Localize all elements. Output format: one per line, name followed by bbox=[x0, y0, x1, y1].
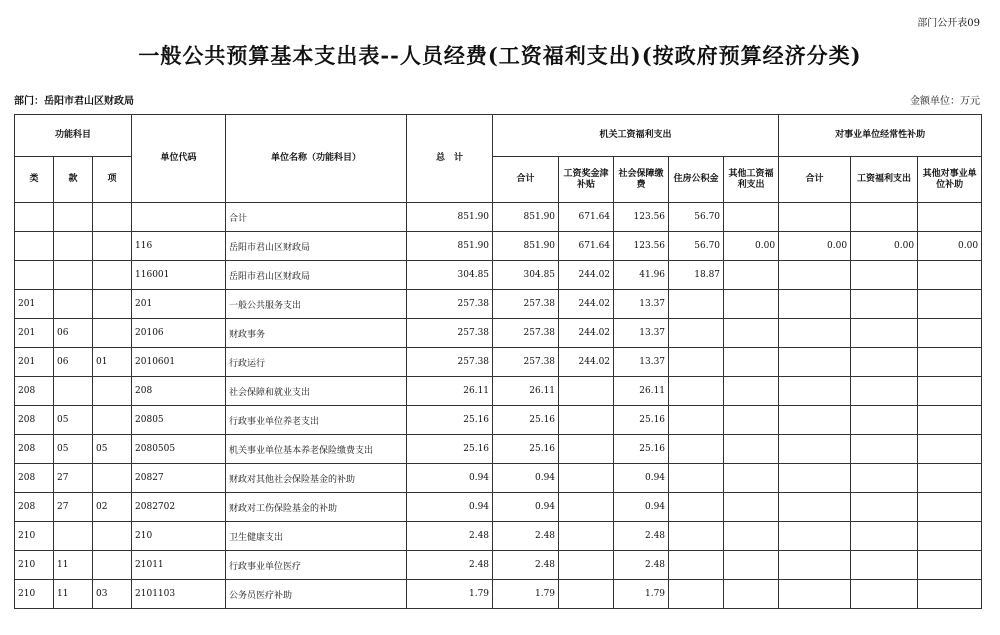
cell-j-other bbox=[724, 406, 779, 435]
cell-s-welfare bbox=[851, 290, 918, 319]
cell-j-social: 0.94 bbox=[614, 493, 669, 522]
cell-s-welfare bbox=[851, 493, 918, 522]
cell-lei bbox=[15, 232, 54, 261]
cell-code: 2080505 bbox=[132, 435, 226, 464]
cell-j-other bbox=[724, 319, 779, 348]
cell-j-other bbox=[724, 261, 779, 290]
cell-j-salary: 244.02 bbox=[559, 348, 614, 377]
form-number: 部门公开表09 bbox=[917, 18, 980, 29]
cell-xiang bbox=[93, 464, 132, 493]
cell-total: 257.38 bbox=[407, 290, 493, 319]
cell-j-social: 2.48 bbox=[614, 551, 669, 580]
cell-total: 851.90 bbox=[407, 232, 493, 261]
cell-j-salary: 244.02 bbox=[559, 319, 614, 348]
cell-xiang bbox=[93, 551, 132, 580]
cell-j-housing bbox=[669, 319, 724, 348]
table-row bbox=[15, 551, 982, 580]
cell-s-welfare bbox=[851, 377, 918, 406]
cell-kuan: 05 bbox=[54, 435, 93, 464]
cell-s-subtotal bbox=[779, 377, 851, 406]
cell-code: 201 bbox=[132, 290, 226, 319]
cell-s-other bbox=[918, 261, 982, 290]
cell-j-salary: 244.02 bbox=[559, 261, 614, 290]
cell-s-subtotal bbox=[779, 464, 851, 493]
table-header bbox=[15, 115, 982, 203]
cell-name: 一般公共服务支出 bbox=[226, 290, 407, 319]
cell-kuan bbox=[54, 203, 93, 232]
cell-j-salary bbox=[559, 464, 614, 493]
cell-j-salary bbox=[559, 522, 614, 551]
cell-code: 20106 bbox=[132, 319, 226, 348]
cell-s-subtotal bbox=[779, 348, 851, 377]
cell-name: 公务员医疗补助 bbox=[226, 580, 407, 609]
cell-xiang: 02 bbox=[93, 493, 132, 522]
cell-kuan bbox=[54, 522, 93, 551]
cell-j-subtotal: 0.94 bbox=[493, 493, 559, 522]
cell-name: 行政事业单位养老支出 bbox=[226, 406, 407, 435]
cell-j-social: 25.16 bbox=[614, 435, 669, 464]
cell-name: 财政对工伤保险基金的补助 bbox=[226, 493, 407, 522]
cell-j-subtotal: 25.16 bbox=[493, 406, 559, 435]
cell-xiang bbox=[93, 203, 132, 232]
cell-j-housing: 56.70 bbox=[669, 232, 724, 261]
cell-s-welfare bbox=[851, 261, 918, 290]
cell-j-housing bbox=[669, 348, 724, 377]
cell-j-housing bbox=[669, 377, 724, 406]
cell-s-welfare bbox=[851, 435, 918, 464]
cell-name: 社会保障和就业支出 bbox=[226, 377, 407, 406]
cell-total: 26.11 bbox=[407, 377, 493, 406]
cell-total: 257.38 bbox=[407, 348, 493, 377]
cell-j-salary: 671.64 bbox=[559, 203, 614, 232]
cell-code: 2010601 bbox=[132, 348, 226, 377]
table-row bbox=[15, 580, 982, 609]
table-row bbox=[15, 493, 982, 522]
table-row bbox=[15, 348, 982, 377]
cell-xiang bbox=[93, 406, 132, 435]
cell-s-other bbox=[918, 580, 982, 609]
cell-kuan bbox=[54, 290, 93, 319]
header-s-welfare: 工资福利支出 bbox=[851, 157, 918, 203]
cell-j-other bbox=[724, 377, 779, 406]
cell-s-welfare bbox=[851, 522, 918, 551]
table-row bbox=[15, 290, 982, 319]
cell-j-salary bbox=[559, 493, 614, 522]
cell-j-housing bbox=[669, 464, 724, 493]
cell-j-subtotal: 257.38 bbox=[493, 319, 559, 348]
cell-j-housing bbox=[669, 493, 724, 522]
page-title: 一般公共预算基本支出表--人员经费(工资福利支出)(按政府预算经济分类) bbox=[138, 43, 862, 68]
cell-s-subtotal bbox=[779, 406, 851, 435]
cell-s-other bbox=[918, 551, 982, 580]
cell-kuan: 05 bbox=[54, 406, 93, 435]
cell-lei: 208 bbox=[15, 435, 54, 464]
cell-s-other bbox=[918, 406, 982, 435]
cell-kuan: 27 bbox=[54, 464, 93, 493]
cell-s-other bbox=[918, 493, 982, 522]
cell-lei: 208 bbox=[15, 377, 54, 406]
cell-xiang bbox=[93, 522, 132, 551]
cell-code: 208 bbox=[132, 377, 226, 406]
cell-s-welfare bbox=[851, 348, 918, 377]
cell-total: 1.79 bbox=[407, 580, 493, 609]
cell-code: 210 bbox=[132, 522, 226, 551]
cell-j-other bbox=[724, 551, 779, 580]
cell-total: 0.94 bbox=[407, 493, 493, 522]
cell-j-other bbox=[724, 580, 779, 609]
cell-j-social: 123.56 bbox=[614, 203, 669, 232]
header-s-subtotal: 合计 bbox=[779, 157, 851, 203]
cell-code: 116 bbox=[132, 232, 226, 261]
cell-s-other bbox=[918, 203, 982, 232]
cell-code: 2101103 bbox=[132, 580, 226, 609]
cell-j-other bbox=[724, 290, 779, 319]
header-lei: 类 bbox=[15, 157, 54, 203]
cell-j-social: 25.16 bbox=[614, 406, 669, 435]
cell-j-social: 123.56 bbox=[614, 232, 669, 261]
amount-unit-label: 金额单位：万元 bbox=[910, 96, 980, 107]
cell-lei: 201 bbox=[15, 348, 54, 377]
cell-name: 行政运行 bbox=[226, 348, 407, 377]
cell-j-housing bbox=[669, 551, 724, 580]
cell-s-subtotal bbox=[779, 551, 851, 580]
cell-total: 2.48 bbox=[407, 522, 493, 551]
cell-j-housing bbox=[669, 435, 724, 464]
cell-total: 25.16 bbox=[407, 435, 493, 464]
table-row bbox=[15, 435, 982, 464]
cell-s-subtotal bbox=[779, 290, 851, 319]
cell-j-housing bbox=[669, 406, 724, 435]
cell-code bbox=[132, 203, 226, 232]
cell-s-other bbox=[918, 377, 982, 406]
cell-j-subtotal: 25.16 bbox=[493, 435, 559, 464]
department-label: 部门：岳阳市君山区财政局 bbox=[14, 96, 134, 107]
cell-s-other bbox=[918, 522, 982, 551]
cell-s-subtotal bbox=[779, 435, 851, 464]
cell-s-subtotal bbox=[779, 580, 851, 609]
table-row bbox=[15, 232, 982, 261]
header-kuan: 款 bbox=[54, 157, 93, 203]
cell-lei: 201 bbox=[15, 290, 54, 319]
cell-total: 25.16 bbox=[407, 406, 493, 435]
cell-s-subtotal bbox=[779, 522, 851, 551]
cell-lei bbox=[15, 261, 54, 290]
cell-total: 2.48 bbox=[407, 551, 493, 580]
header-j-subtotal: 合计 bbox=[493, 157, 559, 203]
cell-j-subtotal: 0.94 bbox=[493, 464, 559, 493]
cell-name: 岳阳市君山区财政局 bbox=[226, 261, 407, 290]
cell-name: 机关事业单位基本养老保险缴费支出 bbox=[226, 435, 407, 464]
table-row bbox=[15, 406, 982, 435]
cell-s-welfare bbox=[851, 580, 918, 609]
cell-j-subtotal: 1.79 bbox=[493, 580, 559, 609]
cell-xiang bbox=[93, 290, 132, 319]
table-row bbox=[15, 377, 982, 406]
cell-j-social: 26.11 bbox=[614, 377, 669, 406]
cell-s-welfare bbox=[851, 406, 918, 435]
cell-s-welfare: 0.00 bbox=[851, 232, 918, 261]
cell-j-housing: 18.87 bbox=[669, 261, 724, 290]
table-row bbox=[15, 203, 982, 232]
cell-j-social: 2.48 bbox=[614, 522, 669, 551]
header-s-other: 其他对事业单位补助 bbox=[918, 157, 982, 203]
cell-j-subtotal: 257.38 bbox=[493, 290, 559, 319]
cell-s-subtotal bbox=[779, 203, 851, 232]
cell-total: 304.85 bbox=[407, 261, 493, 290]
cell-s-other: 0.00 bbox=[918, 232, 982, 261]
cell-j-other bbox=[724, 435, 779, 464]
cell-kuan: 11 bbox=[54, 551, 93, 580]
cell-kuan: 27 bbox=[54, 493, 93, 522]
cell-j-salary bbox=[559, 580, 614, 609]
header-j-other: 其他工资福利支出 bbox=[724, 157, 779, 203]
cell-j-salary bbox=[559, 551, 614, 580]
cell-s-subtotal bbox=[779, 319, 851, 348]
cell-name: 合计 bbox=[226, 203, 407, 232]
cell-xiang: 05 bbox=[93, 435, 132, 464]
cell-xiang: 03 bbox=[93, 580, 132, 609]
cell-total: 257.38 bbox=[407, 319, 493, 348]
cell-s-welfare bbox=[851, 319, 918, 348]
cell-code: 2082702 bbox=[132, 493, 226, 522]
cell-name: 行政事业单位医疗 bbox=[226, 551, 407, 580]
cell-j-salary bbox=[559, 435, 614, 464]
cell-name: 卫生健康支出 bbox=[226, 522, 407, 551]
cell-s-other bbox=[918, 464, 982, 493]
cell-kuan: 11 bbox=[54, 580, 93, 609]
cell-s-other bbox=[918, 319, 982, 348]
cell-xiang: 01 bbox=[93, 348, 132, 377]
cell-total: 0.94 bbox=[407, 464, 493, 493]
header-unit-code: 单位代码 bbox=[132, 115, 226, 203]
cell-j-other bbox=[724, 348, 779, 377]
cell-s-other bbox=[918, 348, 982, 377]
cell-j-subtotal: 851.90 bbox=[493, 203, 559, 232]
header-total: 总 计 bbox=[407, 115, 493, 203]
cell-lei: 208 bbox=[15, 464, 54, 493]
cell-kuan bbox=[54, 261, 93, 290]
header-j-housing: 住房公积金 bbox=[669, 157, 724, 203]
table-row bbox=[15, 522, 982, 551]
cell-code: 21011 bbox=[132, 551, 226, 580]
cell-s-other bbox=[918, 435, 982, 464]
header-xiang: 项 bbox=[93, 157, 132, 203]
cell-name: 岳阳市君山区财政局 bbox=[226, 232, 407, 261]
cell-j-social: 13.37 bbox=[614, 290, 669, 319]
cell-j-social: 13.37 bbox=[614, 348, 669, 377]
cell-j-subtotal: 304.85 bbox=[493, 261, 559, 290]
cell-j-social: 41.96 bbox=[614, 261, 669, 290]
header-func-subject: 功能科目 bbox=[15, 115, 132, 157]
cell-kuan bbox=[54, 232, 93, 261]
cell-xiang bbox=[93, 232, 132, 261]
cell-name: 财政事务 bbox=[226, 319, 407, 348]
cell-lei: 210 bbox=[15, 551, 54, 580]
cell-s-subtotal: 0.00 bbox=[779, 232, 851, 261]
cell-xiang bbox=[93, 261, 132, 290]
cell-j-other bbox=[724, 522, 779, 551]
cell-xiang bbox=[93, 319, 132, 348]
cell-j-salary: 671.64 bbox=[559, 232, 614, 261]
cell-j-salary bbox=[559, 406, 614, 435]
table-row bbox=[15, 319, 982, 348]
cell-lei: 201 bbox=[15, 319, 54, 348]
cell-j-housing bbox=[669, 290, 724, 319]
cell-j-social: 13.37 bbox=[614, 319, 669, 348]
header-jiguan-group: 机关工资福利支出 bbox=[493, 115, 779, 157]
cell-j-housing: 56.70 bbox=[669, 203, 724, 232]
cell-j-social: 0.94 bbox=[614, 464, 669, 493]
cell-j-other bbox=[724, 203, 779, 232]
cell-kuan: 06 bbox=[54, 348, 93, 377]
header-j-social: 社会保障缴费 bbox=[614, 157, 669, 203]
cell-j-other bbox=[724, 464, 779, 493]
cell-xiang bbox=[93, 377, 132, 406]
cell-lei: 210 bbox=[15, 522, 54, 551]
cell-code: 20805 bbox=[132, 406, 226, 435]
cell-j-housing bbox=[669, 580, 724, 609]
cell-s-subtotal bbox=[779, 261, 851, 290]
cell-code: 20827 bbox=[132, 464, 226, 493]
cell-lei bbox=[15, 203, 54, 232]
cell-kuan bbox=[54, 377, 93, 406]
table-row bbox=[15, 261, 982, 290]
cell-s-welfare bbox=[851, 464, 918, 493]
cell-s-welfare bbox=[851, 551, 918, 580]
cell-lei: 210 bbox=[15, 580, 54, 609]
cell-total: 851.90 bbox=[407, 203, 493, 232]
header-j-salary: 工资奖金津补贴 bbox=[559, 157, 614, 203]
cell-j-housing bbox=[669, 522, 724, 551]
cell-j-subtotal: 851.90 bbox=[493, 232, 559, 261]
cell-j-subtotal: 257.38 bbox=[493, 348, 559, 377]
cell-name: 财政对其他社会保险基金的补助 bbox=[226, 464, 407, 493]
cell-s-welfare bbox=[851, 203, 918, 232]
cell-j-subtotal: 26.11 bbox=[493, 377, 559, 406]
cell-s-other bbox=[918, 290, 982, 319]
cell-kuan: 06 bbox=[54, 319, 93, 348]
cell-j-subtotal: 2.48 bbox=[493, 551, 559, 580]
cell-j-salary: 244.02 bbox=[559, 290, 614, 319]
cell-s-subtotal bbox=[779, 493, 851, 522]
cell-lei: 208 bbox=[15, 493, 54, 522]
cell-j-subtotal: 2.48 bbox=[493, 522, 559, 551]
table-row bbox=[15, 464, 982, 493]
cell-code: 116001 bbox=[132, 261, 226, 290]
cell-j-social: 1.79 bbox=[614, 580, 669, 609]
budget-table bbox=[14, 114, 982, 609]
cell-lei: 208 bbox=[15, 406, 54, 435]
cell-j-other: 0.00 bbox=[724, 232, 779, 261]
table-body bbox=[15, 203, 982, 609]
header-shiye-group: 对事业单位经常性补助 bbox=[779, 115, 982, 157]
cell-j-other bbox=[724, 493, 779, 522]
header-unit-name: 单位名称（功能科目） bbox=[226, 115, 407, 203]
cell-j-salary bbox=[559, 377, 614, 406]
